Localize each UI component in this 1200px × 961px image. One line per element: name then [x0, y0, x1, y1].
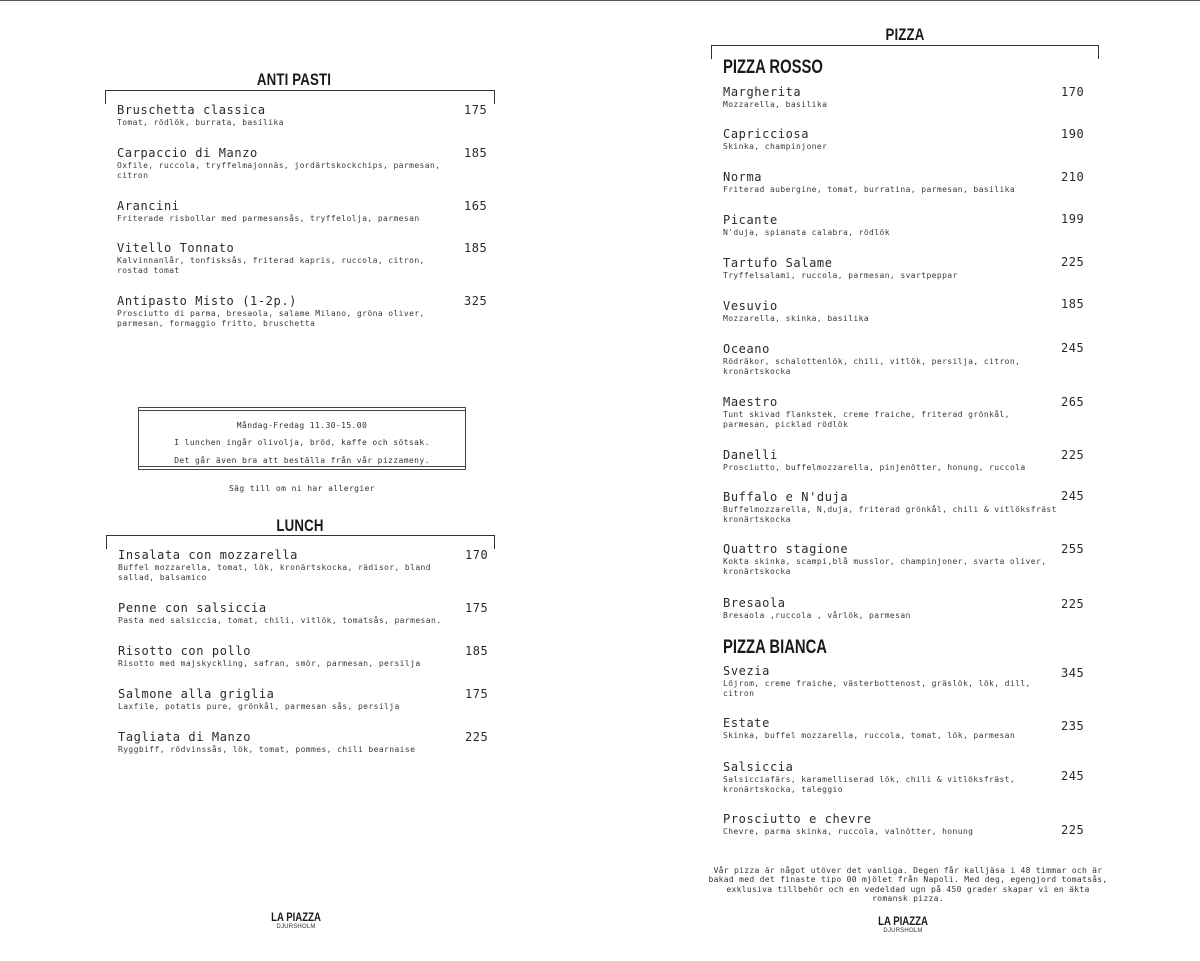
item-price: 325: [464, 294, 488, 308]
item-price: 185: [464, 146, 488, 160]
menu-item: [723, 812, 1043, 837]
menu-item: [118, 687, 458, 712]
brand-location: DJURSHOLM: [883, 928, 923, 934]
menu-item: [723, 542, 1053, 577]
item-description: Friterad aubergine, tomat, burratina, parmesan, basilika: [723, 185, 1016, 194]
item-name: Capricciosa: [723, 127, 810, 141]
item-price: 225: [465, 730, 489, 744]
menu-item: [723, 395, 1053, 430]
item-description: Chevre, parma skinka, ruccola, valnötter, honung: [723, 827, 974, 836]
item-name: Prosciutto e chevre: [723, 812, 872, 826]
item-price: 210: [1061, 170, 1085, 184]
item-description: Löjrom, creme fraiche, västerbottenost, gräslök, lök, dill, citron: [723, 679, 1031, 698]
item-description: Risotto med majskyckling, safran, smör, parmesan, persilja: [118, 659, 421, 668]
item-name: Tagliata di Manzo: [118, 730, 252, 744]
item-name: Salmone alla griglia: [118, 687, 275, 701]
item-description: Bresaola ,ruccola , vårlök, parmesan: [723, 611, 911, 620]
anti-pasti-bracket: [105, 90, 495, 104]
pizza-footnote: Vår pizza är något utöver det vanliga. Degen får kalljäsa i 48 timmar och är bakad med det finaste tipo 00 mjölet från Napoli. Med deg, egengjord tomatsås, exklusiva tillbehör och en vedeldad ugn på 450 grader skapar vi en äkta romansk pizza.: [708, 866, 1108, 903]
item-price: 245: [1061, 489, 1085, 503]
item-price: 185: [1061, 297, 1085, 311]
item-description: Friterade risbollar med parmesansås, tryffelolja, parmesan: [117, 214, 420, 223]
menu-item: [723, 490, 1058, 525]
item-name: Salsiccia: [723, 760, 794, 774]
item-description: Kokta skinka, scampi,blå musslor, champinjoner, svarta oliver, kronärtskocka: [723, 557, 1047, 576]
lunch-hours: Måndag-Fredag 11.30-15.00: [236, 421, 368, 430]
menu-item: [723, 448, 1053, 473]
item-price: 225: [1061, 255, 1085, 269]
item-name: Maestro: [723, 395, 778, 409]
item-name: Buffalo e N'duja: [723, 490, 849, 504]
lunch-includes: I lunchen ingår olivolja, bröd, kaffe och sötsak.: [174, 438, 430, 447]
item-price: 175: [465, 601, 489, 615]
menu-item: [118, 601, 458, 626]
item-name: Bruschetta classica: [117, 103, 266, 117]
item-name: Vitello Tonnato: [117, 241, 235, 255]
lunch-heading: LUNCH: [276, 516, 324, 535]
item-description: Prosciutto, buffelmozzarella, pinjenötter, honung, ruccola: [723, 463, 1026, 472]
menu-item: [723, 299, 1043, 324]
menu-item: [117, 146, 447, 181]
item-description: Pasta med salsiccia, tomat, chili, vitlök, tomatsås, parmesan.: [118, 616, 442, 625]
item-name: Norma: [723, 170, 763, 184]
brand-location: DJURSHOLM: [276, 924, 316, 930]
item-description: Mozzarella, basilika: [723, 100, 828, 109]
menu-item: [723, 256, 1043, 281]
menu-item: [117, 294, 432, 329]
brand-name: LA PIAZZA: [878, 914, 928, 928]
item-description: Kalvinnanlår, tonfisksås, friterad kapris, ruccola, citron, rostad tomat: [117, 256, 425, 275]
item-price: 345: [1061, 666, 1085, 680]
item-name: Estate: [723, 716, 770, 730]
item-name: Carpaccio di Manzo: [117, 146, 258, 160]
top-rule: [0, 0, 1200, 1]
lunch-pizza-note: Det går även bra att beställa från vår pizzameny.: [174, 456, 430, 465]
item-name: Vesuvio: [723, 299, 778, 313]
lunch-info-box: [138, 407, 466, 470]
anti-pasti-heading: ANTI PASTI: [256, 70, 332, 89]
item-name: Picante: [723, 213, 778, 227]
menu-item: [723, 716, 1043, 741]
item-description: Tunt skivad flankstek, creme fraiche, friterad grönkål, parmesan, picklad rödlök: [723, 410, 1010, 429]
item-price: 170: [465, 548, 489, 562]
menu-item: [723, 664, 1033, 699]
item-description: Buffelmozzarella, N,duja, friterad grönkål, chili & vitlöksfräst kronärtskocka: [723, 505, 1057, 524]
menu-item: [117, 241, 452, 276]
item-description: Mozzarella, skinka, basilika: [723, 314, 870, 323]
brand-name: LA PIAZZA: [271, 910, 321, 924]
menu-item: [118, 548, 438, 583]
item-description: Rödräkor, schalottenlök, chili, vitlök, persilja, citron, kronärtskocka: [723, 357, 1021, 376]
item-description: Buffel mozzarella, tomat, lök, kronärtskocka, rädisor, bland sallad, balsamico: [118, 563, 431, 582]
brand-logo: [853, 914, 953, 934]
item-price: 245: [1061, 341, 1085, 355]
item-name: Danelli: [723, 448, 778, 462]
brand-logo: [246, 910, 346, 930]
item-price: 170: [1061, 85, 1085, 99]
item-price: 245: [1061, 769, 1085, 783]
pizza-rosso-heading: PIZZA ROSSO: [723, 57, 823, 78]
item-name: Bresaola: [723, 596, 786, 610]
menu-item: [117, 199, 447, 224]
item-price: 175: [464, 103, 488, 117]
item-description: Tryffelsalami, ruccola, parmesan, svartpeppar: [723, 271, 958, 280]
item-name: Margherita: [723, 85, 802, 99]
lunch-bracket: [106, 535, 495, 549]
menu-item: [723, 596, 1043, 621]
item-description: Salsicciafärs, karamelliserad lök, chili & vitlöksfräst, kronärtskocka, taleggio: [723, 775, 1016, 794]
menu-item: [723, 760, 1038, 795]
item-name: Insalata con mozzarella: [118, 548, 298, 562]
item-price: 165: [464, 199, 488, 213]
menu-item: [723, 170, 1053, 195]
menu-item: [117, 103, 447, 128]
item-description: Skinka, buffel mozzarella, ruccola, tomat, lök, parmesan: [723, 731, 1016, 740]
item-description: Ryggbiff, rödvinssås, lök, tomat, pommes, chili bearnaise: [118, 745, 416, 754]
menu-item: [118, 730, 458, 755]
item-price: 175: [465, 687, 489, 701]
item-price: 235: [1061, 719, 1085, 733]
item-name: Quattro stagione: [723, 542, 849, 556]
item-description: Prosciutto di parma, bresaola, salame Milano, gröna oliver, parmesan, formaggio fritto, bruschetta: [117, 309, 425, 328]
item-name: Arancini: [117, 199, 180, 213]
pizza-bianca-heading: PIZZA BIANCA: [723, 637, 828, 658]
menu-item: [723, 85, 1043, 110]
item-name: Antipasto Misto (1-2p.): [117, 294, 297, 308]
item-description: Oxfile, ruccola, tryffelmajonnäs, jordärtskockchips, parmesan, citron: [117, 161, 441, 180]
item-description: Laxfile, potatis pure, grönkål, parmesan sås, persilja: [118, 702, 400, 711]
menu-item: [723, 127, 1043, 152]
menu-item: [723, 213, 1043, 238]
item-description: N'duja, spianata calabra, rödlök: [723, 228, 890, 237]
item-name: Oceano: [723, 342, 770, 356]
menu-item: [723, 342, 1023, 377]
item-name: Risotto con pollo: [118, 644, 252, 658]
allergy-note: Säg till om ni har allergier: [228, 484, 376, 493]
item-description: Tomat, rödlök, burrata, basilika: [117, 118, 284, 127]
item-price: 225: [1061, 597, 1085, 611]
item-price: 199: [1061, 212, 1085, 226]
item-price: 265: [1061, 395, 1085, 409]
pizza-heading: PIZZA: [885, 25, 925, 44]
item-price: 190: [1061, 127, 1085, 141]
item-description: Skinka, champinjoner: [723, 142, 828, 151]
item-name: Tartufo Salame: [723, 256, 833, 270]
item-price: 255: [1061, 542, 1085, 556]
item-price: 225: [1061, 823, 1085, 837]
menu-item: [118, 644, 458, 669]
item-price: 185: [464, 241, 488, 255]
item-name: Svezia: [723, 664, 770, 678]
item-name: Penne con salsiccia: [118, 601, 267, 615]
item-price: 185: [465, 644, 489, 658]
item-price: 225: [1061, 448, 1085, 462]
